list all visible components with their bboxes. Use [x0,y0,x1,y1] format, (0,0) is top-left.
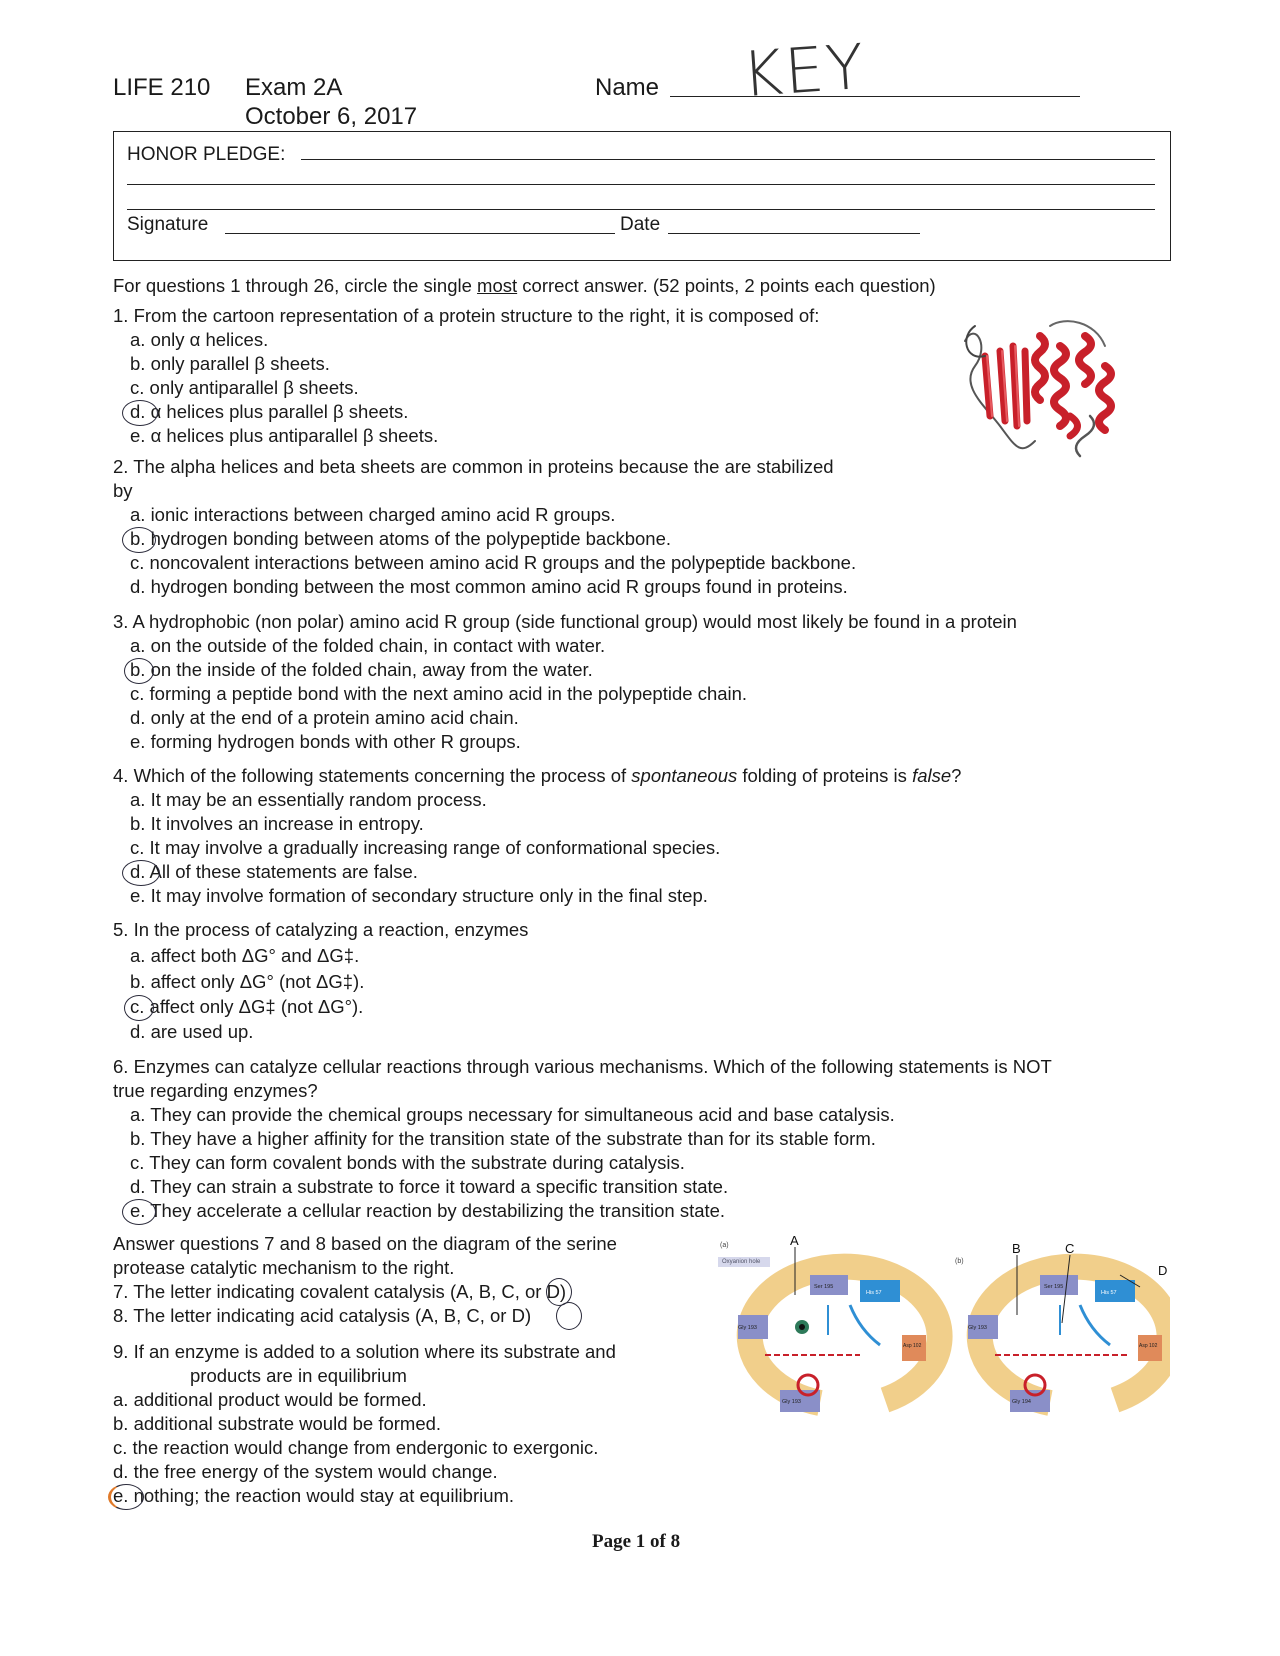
q2-answer-circle [122,527,156,553]
q6-option-a[interactable]: a. They can provide the chemical groups necessary for simultaneous acid and base catalysis. [130,1104,895,1125]
panel-a-tag: (a) [720,1242,729,1249]
q9-option-b[interactable]: b. additional substrate would be formed. [113,1413,442,1434]
gly-label-a-bottom: Gly 193 [782,1399,801,1405]
q9-answer-circle [108,1484,144,1510]
q6-option-d[interactable]: d. They can strain a substrate to force it toward a specific transition state. [130,1176,729,1197]
q2-stem-line2: by [113,480,133,501]
protein-cartoon-image [955,316,1135,466]
q4-option-d[interactable]: d. All of these statements are false. [130,861,418,882]
label-C: C [1065,1241,1075,1256]
exam-title: Exam 2A [245,74,343,101]
q5-stem: 5. In the process of catalyzing a reaction, enzymes [113,919,529,940]
q4-option-b[interactable]: b. It involves an increase in entropy. [130,813,424,834]
q6-option-b[interactable]: b. They have a higher affinity for the transition state of the substrate than for its stable form. [130,1128,876,1149]
his-label-b: His 57 [1101,1290,1117,1296]
panel-b-tag: (b) [955,1258,964,1265]
q9-stem-line2: products are in equilibrium [190,1365,407,1386]
asp-label-b: Asp 102 [1139,1343,1158,1349]
q6-option-c[interactable]: c. They can form covalent bonds with the substrate during catalysis. [130,1152,685,1173]
q4-option-a[interactable]: a. It may be an essentially random process. [130,789,487,810]
q1-option-d[interactable]: d. α helices plus parallel β sheets. [130,401,409,422]
q9-option-c[interactable]: c. the reaction would change from endergonic to exergonic. [113,1437,599,1458]
panel-b-enzyme [968,1241,1170,1412]
q4-answer-circle [122,860,160,886]
oxyanion-label: Oxyanion hole [722,1259,761,1265]
q1-stem: 1. From the cartoon representation of a protein structure to the right, it is composed of: [113,305,820,326]
instructions-pre: For questions 1 through 26, circle the single [113,275,478,296]
honor-pledge-line-1[interactable] [301,159,1155,160]
q3-option-d[interactable]: d. only at the end of a protein amino acid chain. [130,707,519,728]
q3-option-b[interactable]: b. on the inside of the folded chain, away from the water. [130,659,593,680]
q78-intro-line1: Answer questions 7 and 8 based on the diagram of the serine [113,1233,617,1254]
q6-stem-line2: true regarding enzymes? [113,1080,318,1101]
gly194-label-b: Gly 194 [1012,1399,1031,1405]
q6-stem-line1: 6. Enzymes can catalyze cellular reactions through various mechanisms. Which of the following statements is NOT [113,1056,1052,1077]
q5-option-a[interactable]: a. affect both ΔG° and ΔG‡. [130,945,360,966]
q5-option-b[interactable]: b. affect only ΔG° (not ΔG‡). [130,971,365,992]
serine-protease-diagram [710,1235,1170,1445]
label-A: A [790,1235,799,1248]
name-field-line[interactable] [670,96,1080,97]
q4-option-c[interactable]: c. It may involve a gradually increasing range of conformational species. [130,837,721,858]
signature-line[interactable] [225,233,615,234]
q3-option-a[interactable]: a. on the outside of the folded chain, in contact with water. [130,635,606,656]
q1-option-b[interactable]: b. only parallel β sheets. [130,353,330,374]
course-code: LIFE 210 [113,74,211,101]
q9-stem-line1: 9. If an enzyme is added to a solution where its substrate and [113,1341,616,1362]
q5-answer-circle [124,995,154,1021]
q4-stem-mid: folding of proteins is [737,765,913,786]
q4-stem-italic-1: spontaneous [631,765,738,786]
gly193-label-b: Gly 193 [968,1325,987,1331]
q4-stem [113,764,961,788]
q6-answer-circle [122,1199,156,1225]
date-line[interactable] [668,233,920,234]
page-number: Page 1 of 8 [592,1531,681,1552]
q1-answer-circle [122,400,158,426]
instructions-emphasis: most [477,275,518,296]
honor-pledge-line-3[interactable] [127,209,1155,210]
signature-label: Signature [127,214,209,235]
panel-a-enzyme [718,1235,940,1412]
gly193-label-a: Gly 193 [738,1325,757,1331]
q9-option-e[interactable]: e. nothing; the reaction would stay at equilibrium. [113,1485,515,1506]
label-D: D [1158,1263,1168,1278]
his-label-a: His 57 [866,1290,882,1296]
name-handwritten-key: KEY [739,29,869,112]
q2-option-a[interactable]: a. ionic interactions between charged amino acid R groups. [130,504,616,525]
q7-question: 7. The letter indicating covalent catalysis (A, B, C, or D) [113,1281,567,1302]
q8-question: 8. The letter indicating acid catalysis (A, B, C, or D) [113,1305,532,1326]
q8-answer-circle [556,1302,582,1330]
q78-intro-line2: protease catalytic mechanism to the right. [113,1257,455,1278]
q2-option-c[interactable]: c. noncovalent interactions between amino acid R groups and the polypeptide backbone. [130,552,857,573]
instructions-post: correct answer. (52 points, 2 points each question) [517,275,936,296]
q2-option-d[interactable]: d. hydrogen bonding between the most common amino acid R groups found in proteins. [130,576,848,597]
name-label: Name [595,74,660,101]
date-label: Date [620,214,661,235]
q9-option-d[interactable]: d. the free energy of the system would change. [113,1461,498,1482]
q4-stem-pre: 4. Which of the following statements concerning the process of [113,765,632,786]
q4-stem-italic-2: false [912,765,952,786]
q1-option-a[interactable]: a. only α helices. [130,329,269,350]
q3-option-c[interactable]: c. forming a peptide bond with the next amino acid in the polypeptide chain. [130,683,748,704]
q2-option-b[interactable]: b. hydrogen bonding between atoms of the polypeptide backbone. [130,528,672,549]
ser-label-a: Ser 195 [814,1284,834,1290]
q1-option-c[interactable]: c. only antiparallel β sheets. [130,377,359,398]
q4-stem-post: ? [951,765,962,786]
ser-label-b: Ser 195 [1044,1284,1064,1290]
label-B: B [1012,1241,1021,1256]
honor-pledge-label: HONOR PLEDGE: [127,144,286,165]
q5-option-d[interactable]: d. are used up. [130,1021,254,1042]
exam-date: October 6, 2017 [245,103,418,130]
q3-stem: 3. A hydrophobic (non polar) amino acid R group (side functional group) would most likely be found in a protein [113,611,1017,632]
q6-option-e[interactable]: e. They accelerate a cellular reaction by destabilizing the transition state. [130,1200,726,1221]
q4-option-e[interactable]: e. It may involve formation of secondary structure only in the final step. [130,885,708,906]
q3-answer-circle [124,658,154,684]
q5-option-c[interactable]: c. affect only ΔG‡ (not ΔG°). [130,996,364,1017]
q9-option-a[interactable]: a. additional product would be formed. [113,1389,427,1410]
instructions [113,274,936,298]
q2-stem-line1: 2. The alpha helices and beta sheets are common in proteins because the are stabilized [113,456,834,477]
q1-option-e[interactable]: e. α helices plus antiparallel β sheets. [130,425,439,446]
asp-label-a: Asp 102 [903,1343,922,1349]
honor-pledge-line-2[interactable] [127,184,1155,185]
q3-option-e[interactable]: e. forming hydrogen bonds with other R groups. [130,731,521,752]
